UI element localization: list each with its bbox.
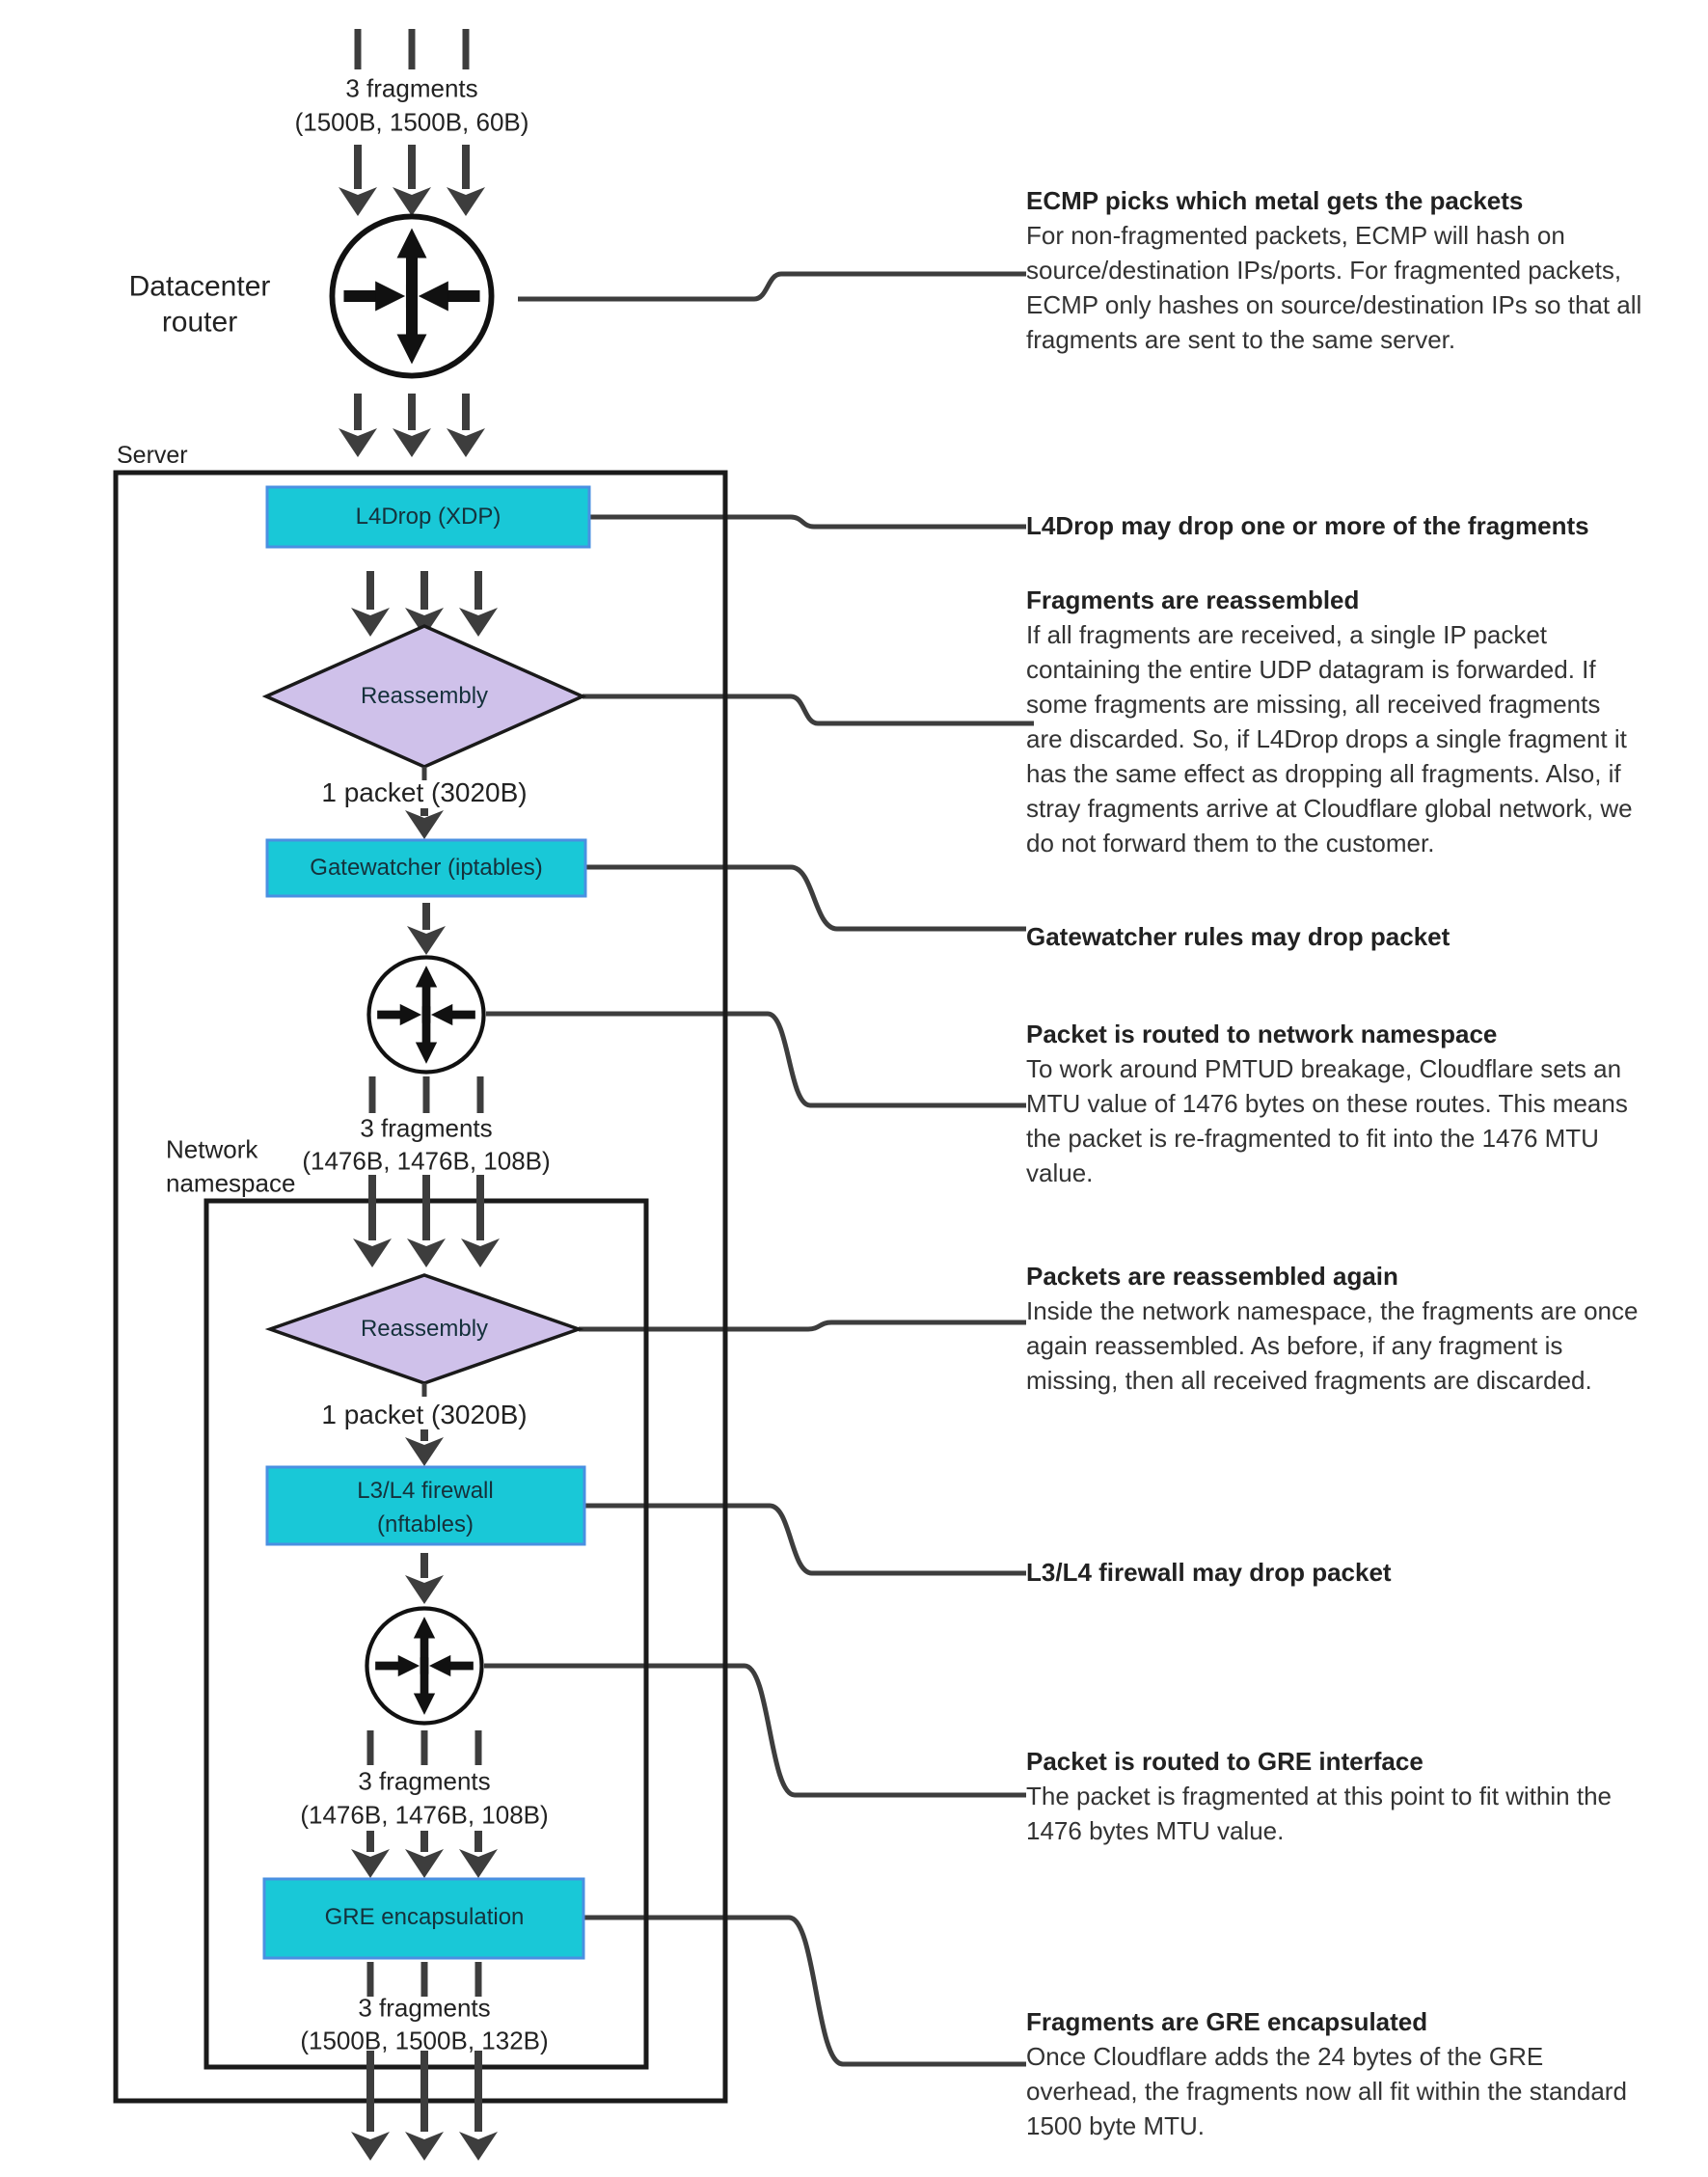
mid2-fragments-sizes: (1476B, 1476B, 108B) bbox=[300, 1800, 549, 1830]
annotation-heading: Fragments are reassembled bbox=[1026, 585, 1360, 614]
connector-ecmp bbox=[518, 274, 1026, 299]
annotation-heading: L3/L4 firewall may drop packet bbox=[1026, 1558, 1392, 1587]
annotation-fragments-reassembled: Fragments are reassembled If all fragments are received, a single IP packet containing the entire UDP datagram is forwarded. If some fragments are missing, all received fragments are discarded. So, if L4Drop drops a single fragment it has the same effect as dropping all fragments. Also, if stray fragments arrive at Cloudflare global network, we do not forward them to the customer. bbox=[1026, 583, 1706, 860]
datacenter-router-label-1: Datacenter bbox=[128, 270, 271, 303]
reassembly2-label: Reassembly bbox=[360, 1316, 489, 1342]
connector-l3l4 bbox=[584, 1506, 1026, 1573]
gre-label: GRE encapsulation bbox=[324, 1904, 525, 1930]
fragment-stubs-top bbox=[355, 29, 470, 69]
namespace-router-icon bbox=[368, 957, 483, 1072]
reassembly1-label: Reassembly bbox=[360, 683, 489, 709]
connector-router2 bbox=[486, 1014, 1026, 1105]
flow-arrows-out bbox=[351, 2051, 498, 2161]
packet2-label: 1 packet (3020B) bbox=[321, 1400, 528, 1429]
top-fragments-sizes: (1500B, 1500B, 60B) bbox=[294, 107, 529, 137]
annotation-reassembled-again: Packets are reassembled again Inside the network namespace, the fragments are once again reassembled. As before, if any fragment is missing, then all received fragments are discarded. bbox=[1026, 1259, 1706, 1398]
network-namespace-label-1: Network bbox=[166, 1134, 258, 1164]
l3l4-label-2: (nftables) bbox=[376, 1511, 474, 1538]
annotation-heading: Gatewatcher rules may drop packet bbox=[1026, 922, 1450, 951]
packet-stub-2 bbox=[422, 1383, 427, 1397]
annotation-l4drop bbox=[1026, 508, 1706, 543]
datacenter-router-icon bbox=[332, 216, 491, 375]
annotation-ecmp: ECMP picks which metal gets the packets For non-fragmented packets, ECMP will hash on source/destination IPs/ports. For fragmented packets, ECMP only hashes on source/destination IPs so that all fragments are sent to the same server. bbox=[1026, 183, 1706, 357]
annotation-heading: Fragments are GRE encapsulated bbox=[1026, 2007, 1428, 2036]
flow-arrow-to-gatewatcher bbox=[405, 808, 444, 839]
flow-arrow-to-router2 bbox=[407, 903, 446, 955]
fragment-stubs-mid2 bbox=[367, 1730, 482, 1765]
gatewatcher-label: Gatewatcher (iptables) bbox=[310, 855, 543, 881]
flow-arrow-to-l3l4 bbox=[405, 1429, 444, 1466]
annotation-heading: ECMP picks which metal gets the packets bbox=[1026, 186, 1524, 215]
mid2-fragments-count: 3 fragments bbox=[358, 1766, 491, 1796]
server-label: Server bbox=[117, 442, 188, 469]
gre-router-icon bbox=[366, 1608, 481, 1723]
annotation-gre-interface: Packet is routed to GRE interface The packet is fragmented at this point to fit within the 1476 bytes MTU value. bbox=[1026, 1744, 1706, 1848]
annotation-heading: Packet is routed to network namespace bbox=[1026, 1020, 1498, 1048]
annotation-gatewatcher bbox=[1026, 919, 1706, 954]
connector-l4drop bbox=[589, 517, 1026, 527]
flow-arrows-to-gre bbox=[351, 1831, 498, 1878]
connector-reassembly1 bbox=[583, 696, 1034, 723]
fragment-stubs-mid1 bbox=[369, 1076, 484, 1113]
datacenter-router-label-2: router bbox=[161, 306, 238, 339]
flow-arrows-into-router bbox=[339, 145, 485, 216]
flow-arrow-to-router3 bbox=[405, 1553, 444, 1604]
flow-arrows-into-server bbox=[339, 394, 485, 457]
annotation-heading: Packet is routed to GRE interface bbox=[1026, 1747, 1423, 1776]
connector-gre bbox=[583, 1918, 1026, 2064]
l3l4-label-1: L3/L4 firewall bbox=[357, 1478, 494, 1504]
flow-arrows-into-namespace bbox=[353, 1175, 500, 1267]
l4drop-label: L4Drop (XDP) bbox=[355, 503, 502, 530]
packet1-label: 1 packet (3020B) bbox=[321, 777, 528, 807]
annotation-heading: Packets are reassembled again bbox=[1026, 1262, 1398, 1291]
bottom-fragments-count: 3 fragments bbox=[358, 1993, 491, 2023]
annotation-network-namespace: Packet is routed to network namespace To work around PMTUD breakage, Cloudflare sets an MTU value of 1476 bytes on these routes. This means the packet is re-fragmented to fit into the 1476 MTU value. bbox=[1026, 1017, 1706, 1190]
fragment-stubs-bottom bbox=[367, 1962, 482, 1997]
bottom-fragments-sizes: (1500B, 1500B, 132B) bbox=[300, 2026, 549, 2055]
connector-gatewatcher bbox=[585, 867, 1026, 929]
annotation-gre-encapsulated: Fragments are GRE encapsulated Once Cloudflare adds the 24 bytes of the GRE overhead, the fragments now all fit within the standard 1500 byte MTU. bbox=[1026, 2004, 1706, 2143]
mid1-fragments-count: 3 fragments bbox=[360, 1113, 493, 1143]
connector-router3 bbox=[484, 1666, 1026, 1795]
annotation-heading: L4Drop may drop one or more of the fragments bbox=[1026, 511, 1589, 540]
annotation-l3l4 bbox=[1026, 1555, 1706, 1590]
network-namespace-label-2: namespace bbox=[166, 1168, 296, 1198]
mid1-fragments-sizes: (1476B, 1476B, 108B) bbox=[302, 1146, 551, 1176]
top-fragments-count: 3 fragments bbox=[345, 73, 478, 103]
